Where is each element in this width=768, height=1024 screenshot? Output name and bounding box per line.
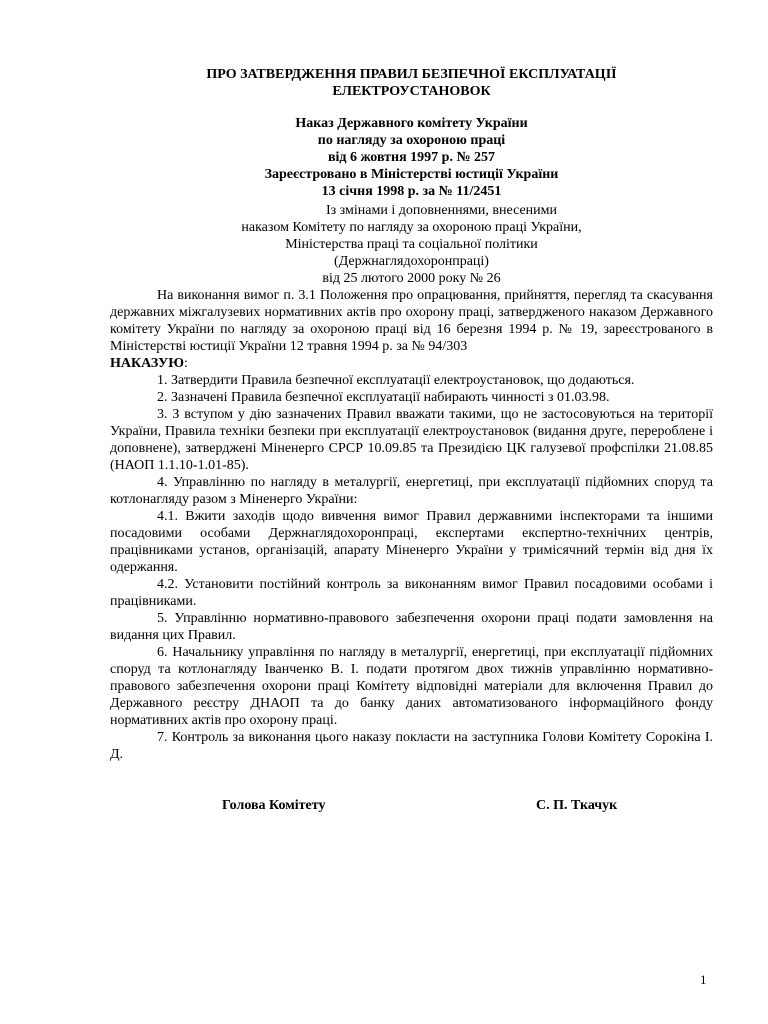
title-line: ЕЛЕКТРОУСТАНОВОК bbox=[332, 84, 491, 99]
amendments-line: від 25 лютого 2000 року № 26 bbox=[322, 271, 501, 286]
title-line: ПРО ЗАТВЕРДЖЕННЯ ПРАВИЛ БЕЗПЕЧНОЇ ЕКСПЛУАТАЦІЇ bbox=[206, 67, 617, 82]
order-header bbox=[110, 115, 713, 200]
paragraph-6: 6. Начальнику управління по нагляду в металургії, енергетиці, при експлуатації підйомних споруд та котлонагляду Іванченко В. І. подати протягом двох тижнів управлінню нормативно-правового забезпечення охорони праці Комітету відповідні матеріали для включення Правил до Державного реєстру ДНАОП та до банку даних автоматизованого інформаційного фонду нормативних актів про охорону праці. bbox=[110, 645, 713, 728]
document-title bbox=[110, 66, 713, 100]
page-number: 1 bbox=[700, 972, 707, 987]
intro-paragraph: На виконання вимог п. 3.1 Положення про опрацювання, прийняття, перегляд та скасування державних міжгалузевих нормативних актів про охорону праці, затвердженого наказом Державного комітету України по нагляду за охороною праці від 16 березня 1994 р. № 19, зареєстрованого в Міністерстві юстиції України 12 травня 1994 р. за № 94/303 bbox=[110, 288, 713, 354]
amendments-line: Із змінами і доповненнями, внесеними bbox=[325, 203, 558, 218]
paragraph-7: 7. Контроль за виконання цього наказу покласти на заступника Голови Комітету Сорокіна І. Д. bbox=[110, 730, 713, 762]
paragraph-4-2: 4.2. Установити постійний контроль за виконанням вимог Правил посадовими особами і працівниками. bbox=[110, 577, 713, 609]
order-keyword: НАКАЗУЮ bbox=[110, 356, 184, 371]
paragraph-1: 1. Затвердити Правила безпечної експлуатації електроустановок, що додаються. bbox=[157, 373, 635, 388]
order-line: від 6 жовтня 1997 р. № 257 bbox=[327, 150, 496, 165]
order-statement bbox=[110, 355, 713, 372]
order-line: 13 січня 1998 р. за № 11/2451 bbox=[321, 184, 502, 199]
paragraph-4-1: 4.1. Вжити заходів щодо вивчення вимог Правил державними інспекторами та іншими посадовими особами Держнаглядохоронпраці, експертами експертно-технічних центрів, працівниками установ, організацій, апарату Міненерго України у тримісячний термін від дня їх одержання. bbox=[110, 509, 713, 575]
amendments-line: наказом Комітету по нагляду за охороною праці України, bbox=[241, 220, 582, 235]
paragraph-3: 3. З вступом у дію зазначених Правил вважати такими, що не застосовуються на території України, Правила техніки безпеки при експлуатації електроустановок (видання друге, перероблене і доповнене), затверджені Міненерго СРСР 10.09.85 та Президією ЦК галузевої профспілки 21.08.85 (НАОП 1.1.10-1.01-85). bbox=[110, 407, 713, 473]
signatory-name: С. П. Ткачук bbox=[536, 798, 618, 813]
order-line: Зареєстровано в Міністерстві юстиції України bbox=[264, 167, 559, 182]
signatory-position: Голова Комітету bbox=[222, 798, 326, 813]
order-colon: : bbox=[184, 356, 188, 371]
amendments-line: (Держнаглядохоронпраці) bbox=[334, 254, 489, 269]
paragraph-2: 2. Зазначені Правила безпечної експлуатації набирають чинності з 01.03.98. bbox=[157, 390, 610, 405]
order-line: Наказ Державного комітету України bbox=[295, 116, 528, 131]
order-line: по нагляду за охороною праці bbox=[317, 133, 506, 148]
document-page bbox=[110, 66, 713, 817]
amendments-line: Міністерства праці та соціальної політики bbox=[285, 237, 538, 252]
signature-block bbox=[110, 797, 713, 817]
paragraph-4: 4. Управлінню по нагляду в металургії, енергетиці, при експлуатації підйомних споруд та котлонагляду разом з Міненерго України: bbox=[110, 475, 713, 507]
paragraph-5: 5. Управлінню нормативно-правового забезпечення охорони праці подати замовлення на видання цих Правил. bbox=[110, 611, 713, 643]
document-body bbox=[110, 287, 713, 763]
amendments-note bbox=[110, 202, 713, 287]
